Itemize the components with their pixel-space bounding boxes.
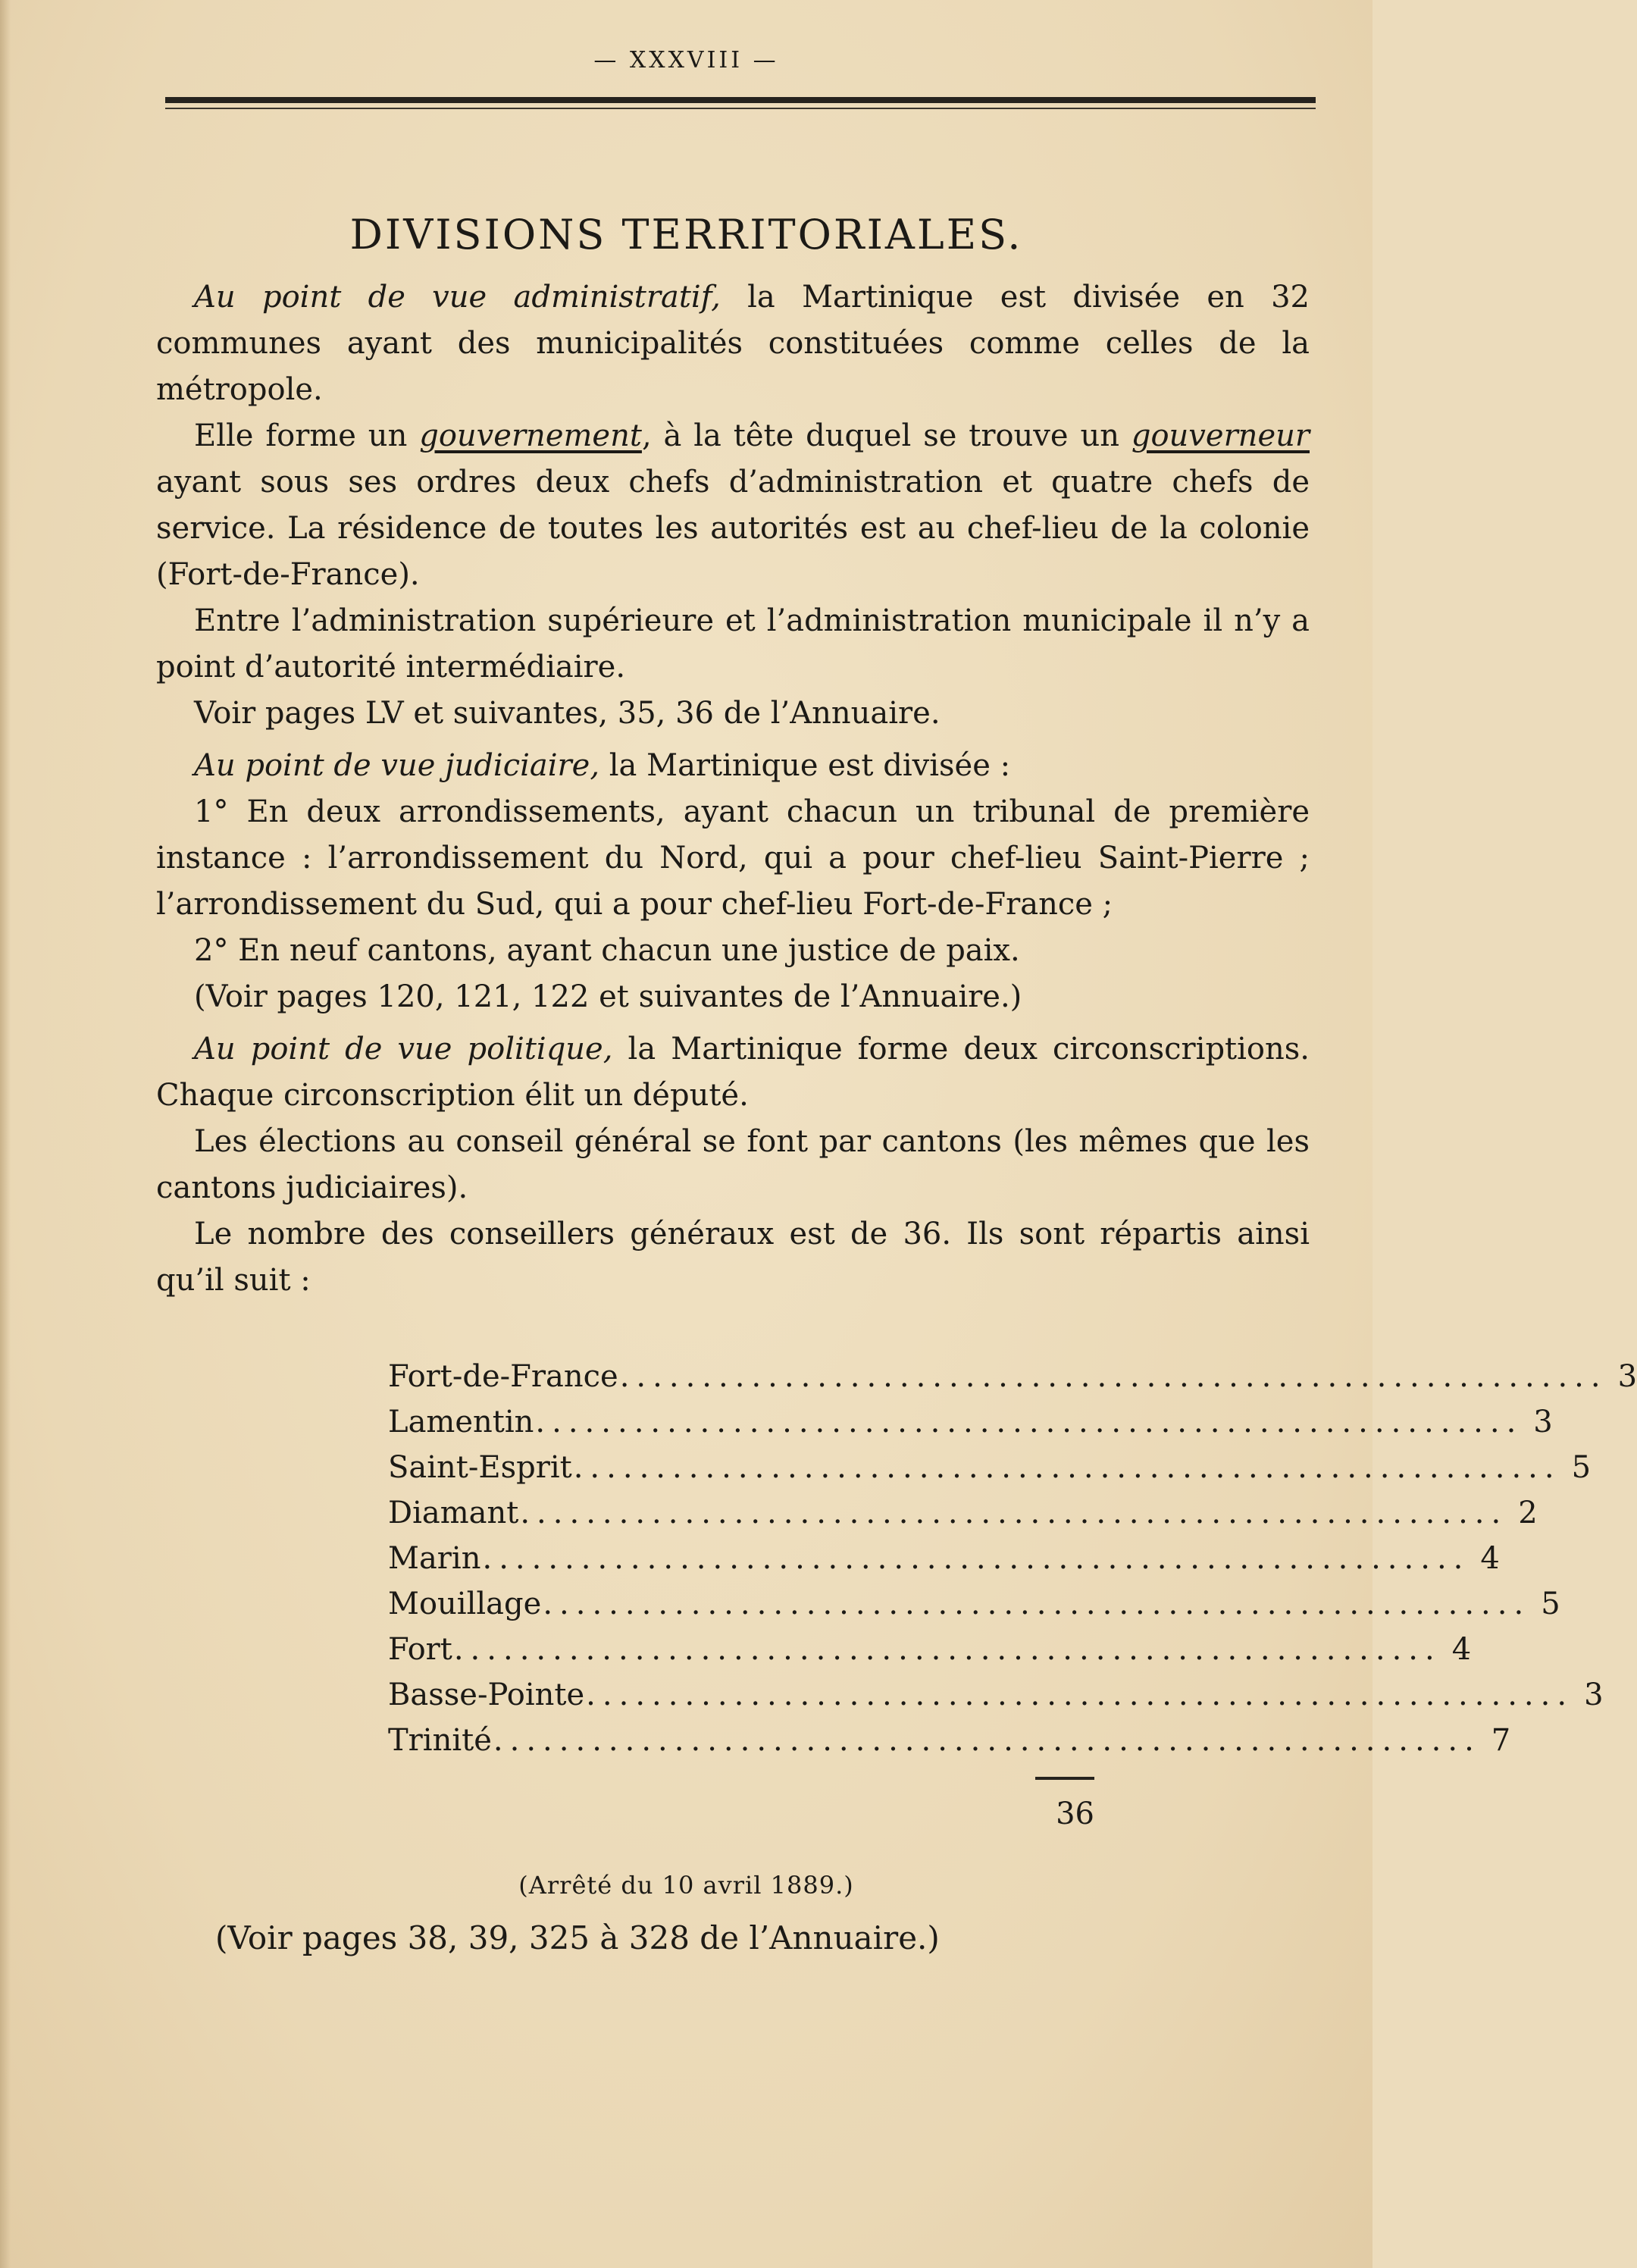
political-paragraph-2: Les élections au conseil général se font par cantons (les mêmes que les cantons judiciaires).	[156, 1124, 1310, 1205]
canton-count: 7	[1491, 1723, 1511, 1758]
admin-text-1: la Martinique est divisée en 32 communes ayant des municipalités constituées comme celles de la métropole.	[156, 280, 1310, 407]
admin-p2-b: , à la tête duquel se trouve un	[641, 418, 1132, 453]
dot-leader: ............................................................	[493, 1723, 1481, 1758]
total-count: 36	[1056, 1797, 1094, 1831]
decree-reference: (Arrêté du 10 avril 1889.)	[518, 1871, 854, 1900]
distribution-row	[388, 1359, 1637, 1405]
dot-leader: ............................................................	[543, 1587, 1531, 1621]
admin-lead: Au point de vue administratif,	[194, 280, 721, 315]
canton-name: Marin	[388, 1541, 481, 1576]
judicial-paragraph-3: 2° En neuf cantons, ayant chacun une justice de paix.	[194, 933, 1020, 968]
dot-leader: ............................................................	[573, 1450, 1561, 1485]
page-title: DIVISIONS TERRITORIALES.	[349, 211, 1023, 258]
dot-leader: ............................................................	[619, 1359, 1607, 1394]
admin-paragraph-1	[156, 274, 1310, 413]
canton-name: Trinité	[388, 1723, 492, 1758]
term-gouvernement: gouvernement	[419, 418, 642, 453]
canton-name: Basse-Pointe	[388, 1678, 585, 1712]
canton-name: Mouillage	[388, 1587, 542, 1621]
dot-leader: ............................................................	[453, 1632, 1441, 1667]
canton-count: 5	[1571, 1450, 1592, 1485]
page-edge-shadow	[0, 0, 11, 2268]
judicial-paragraph-2: 1° En deux arrondissements, ayant chacun un tribunal de première instance : l’arrondissement du Nord, qui a pour chef-lieu Saint-Pierre ; l’arrondissement du Sud, qui a pour chef-lieu Fort-de-France ;	[156, 794, 1310, 922]
admin-p2-a: Elle forme un	[194, 418, 420, 453]
term-gouverneur: gouverneur	[1131, 418, 1310, 453]
total-rule	[1035, 1777, 1094, 1780]
page-number: — XXXVIII —	[593, 47, 779, 74]
political-text-1: la Martinique forme deux circonscriptions. Chaque circonscription élit un député.	[156, 1032, 1310, 1113]
see-pages-reference: (Voir pages 38, 39, 325 à 328 de l’Annuaire.)	[215, 1919, 940, 1956]
canton-name: Fort-de-France	[388, 1359, 618, 1394]
canton-count: 4	[1451, 1632, 1472, 1667]
canton-count: 2	[1518, 1496, 1538, 1530]
distribution-row	[388, 1496, 1538, 1541]
political-lead: Au point de vue politique,	[194, 1032, 613, 1067]
judicial-lead: Au point de vue judiciaire,	[194, 748, 600, 783]
councillor-distribution-list	[388, 1359, 1637, 1768]
canton-name: Saint-Esprit	[388, 1450, 572, 1485]
canton-name: Fort	[388, 1632, 452, 1667]
distribution-row	[388, 1541, 1500, 1587]
distribution-row	[388, 1678, 1604, 1723]
admin-paragraph-3: Entre l’administration supérieure et l’administration municipale il n’y a point d’autorité intermédiaire.	[156, 603, 1310, 684]
judicial-paragraph-4: (Voir pages 120, 121, 122 et suivantes de l’Annuaire.)	[194, 979, 1022, 1014]
header-rule-thin	[165, 108, 1316, 109]
dot-leader: ............................................................	[586, 1678, 1574, 1712]
header-rule	[165, 97, 1316, 103]
distribution-row	[388, 1405, 1553, 1450]
admin-paragraph-2	[156, 413, 1310, 598]
body-text	[156, 274, 1310, 1304]
canton-count: 4	[1480, 1541, 1500, 1576]
distribution-row	[388, 1632, 1472, 1678]
canton-count: 3	[1584, 1678, 1604, 1712]
distribution-row	[388, 1450, 1592, 1496]
dot-leader: ............................................................	[520, 1496, 1508, 1530]
political-paragraph-3: Le nombre des conseillers généraux est de 36. Ils sont répartis ainsi qu’il suit :	[156, 1217, 1310, 1298]
canton-count: 5	[1541, 1587, 1560, 1621]
canton-count: 3	[1533, 1405, 1553, 1439]
admin-p2-c: ayant sous ses ordres deux chefs d’administration et quatre chefs de service. La résidence de toutes les autorités est au chef-lieu de la colonie (Fort-de-France).	[156, 465, 1310, 592]
canton-count: 3	[1617, 1359, 1637, 1394]
canton-name: Lamentin	[388, 1405, 534, 1439]
admin-paragraph-4: Voir pages LV et suivantes, 35, 36 de l’Annuaire.	[194, 696, 941, 731]
canton-name: Diamant	[388, 1496, 519, 1530]
distribution-row	[388, 1723, 1511, 1768]
dot-leader: ............................................................	[535, 1405, 1523, 1439]
distribution-row	[388, 1587, 1560, 1632]
judicial-text-1: la Martinique est divisée :	[599, 748, 1011, 783]
judicial-paragraph-1	[156, 743, 1310, 789]
political-paragraph-1	[156, 1026, 1310, 1119]
dot-leader: ............................................................	[482, 1541, 1470, 1576]
